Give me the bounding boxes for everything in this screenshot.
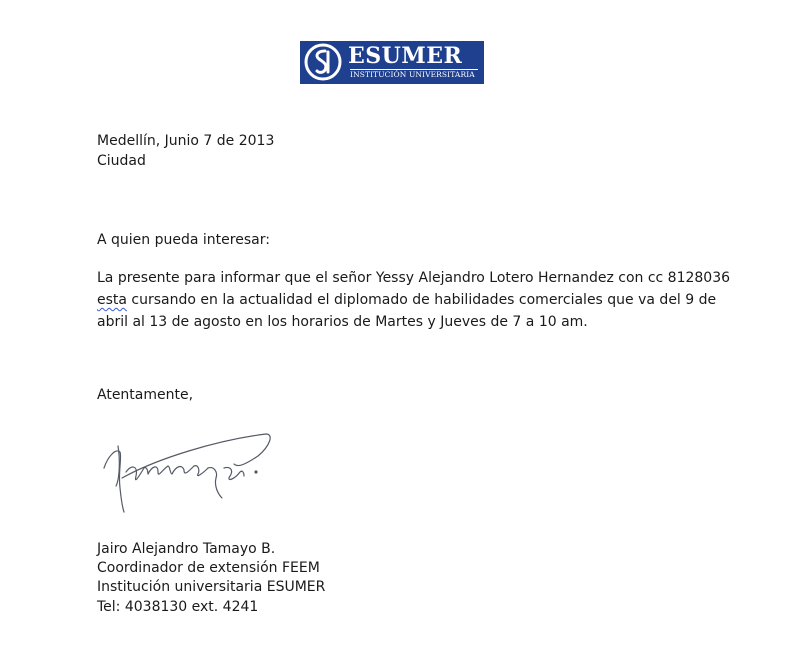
esumer-logo [300,41,484,84]
city-line: Ciudad [97,153,146,169]
signatory-phone: Tel: 4038130 ext. 4241 [97,599,259,615]
signatory-role: Coordinador de extensión FEEM [97,560,320,576]
body-line-2-rest: cursando en la actualidad el diplomado de habilidades comerciales que va del 9 de [126,292,717,308]
place-date: Medellín, Junio 7 de 2013 [97,133,275,149]
handwritten-signature [98,428,278,518]
esumer-emblem-icon [304,43,342,81]
signatory-name: Jairo Alejandro Tamayo B. [97,541,276,557]
closing: Atentamente, [97,387,194,403]
body-line-2 [97,289,716,311]
body-line-3: abril al 13 de agosto en los horarios de Martes y Jueves de 7 a 10 am. [97,314,588,330]
logo-name: ESUMER [348,43,463,69]
body-line-1: La presente para informar que el señor Yessy Alejandro Lotero Hernandez con cc 8128036 [97,270,731,286]
salutation: A quien pueda interesar: [97,232,270,248]
logo-subtitle: INSTITUCIÓN UNIVERSITARIA [350,69,478,80]
spellcheck-word: esta [97,292,127,308]
signatory-institution: Institución universitaria ESUMER [97,579,326,595]
